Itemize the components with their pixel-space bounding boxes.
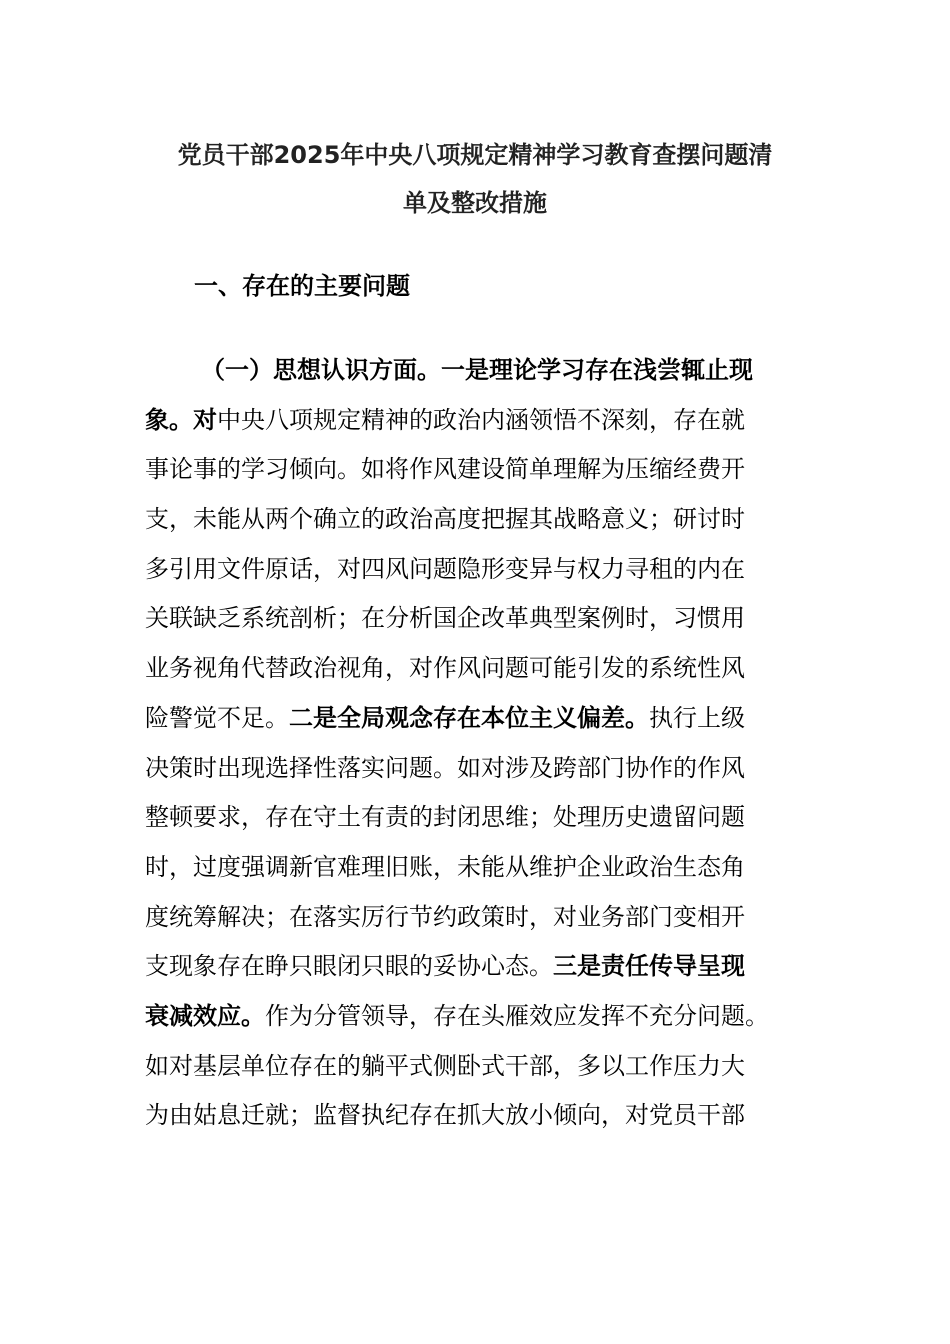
paragraph-line — [145, 594, 810, 644]
paragraph-line — [145, 793, 810, 843]
document-title — [140, 131, 810, 227]
text-run: 时，过度强调新官难理旧账，未能从维护企业政治生态角 — [145, 852, 745, 881]
text-run: 整顿要求，存在守土有责的封闭思维；处理历史遗留问题 — [145, 803, 745, 832]
bold-text-run: （一）思想认识方面。一是理论学习存在浅尝辄止现 — [201, 356, 753, 384]
paragraph-line — [145, 744, 810, 794]
text-run: 支，未能从两个确立的政治高度把握其战略意义；研讨时 — [145, 505, 745, 534]
paragraph-line — [145, 1042, 810, 1092]
paragraph-line — [145, 545, 810, 595]
paragraph-line — [145, 942, 810, 992]
paragraph-line — [145, 396, 810, 446]
text-run: 中央八项规定精神的政治内涵领悟不深刻，存在就 — [217, 405, 745, 434]
paragraph-line — [145, 445, 810, 495]
text-run: 为由姑息迁就；监督执纪存在抓大放小倾向，对党员干部 — [145, 1101, 745, 1130]
text-run: 执行上级 — [649, 703, 745, 732]
body-paragraph — [145, 346, 810, 1141]
paragraph-line — [145, 843, 810, 893]
text-run: 决策时出现选择性落实问题。如对涉及跨部门协作的作风 — [145, 753, 745, 782]
text-run: 作为分管领导，存在头雁效应发挥不充分问题。 — [265, 1001, 769, 1030]
section-heading: 一、存在的主要问题 — [194, 272, 410, 300]
bold-text-run: 三是责任传导呈现 — [553, 952, 745, 981]
text-run: 如对基层单位存在的躺平式侧卧式干部，多以工作压力大 — [145, 1051, 745, 1080]
document-title-line-2: 单及整改措施 — [403, 189, 547, 217]
text-run: 业务视角代替政治视角，对作风问题可能引发的系统性风 — [145, 654, 745, 683]
paragraph-line — [145, 495, 810, 545]
paragraph-line — [145, 694, 810, 744]
bold-text-run: 象。对 — [145, 405, 217, 434]
text-run: 多引用文件原话，对四风问题隐形变异与权力寻租的内在 — [145, 554, 745, 583]
text-run: 险警觉不足。 — [145, 703, 289, 732]
paragraph-line — [145, 346, 810, 396]
bold-text-run: 二是全局观念存在本位主义偏差。 — [289, 703, 649, 732]
text-run: 事论事的学习倾向。如将作风建设简单理解为压缩经费开 — [145, 455, 745, 484]
text-run: 度统筹解决；在落实厉行节约政策时，对业务部门变相开 — [145, 902, 745, 931]
paragraph-line — [145, 893, 810, 943]
document-title-line-1: 党员干部2025年中央八项规定精神学习教育查摆问题清 — [177, 141, 773, 169]
paragraph-line — [145, 644, 810, 694]
text-run: 关联缺乏系统剖析；在分析国企改革典型案例时，习惯用 — [145, 604, 745, 633]
text-run: 支现象存在睁只眼闭只眼的妥协心态。 — [145, 952, 553, 981]
bold-text-run: 衰减效应。 — [145, 1001, 265, 1030]
paragraph-line — [145, 992, 810, 1042]
paragraph-line — [145, 1091, 810, 1141]
